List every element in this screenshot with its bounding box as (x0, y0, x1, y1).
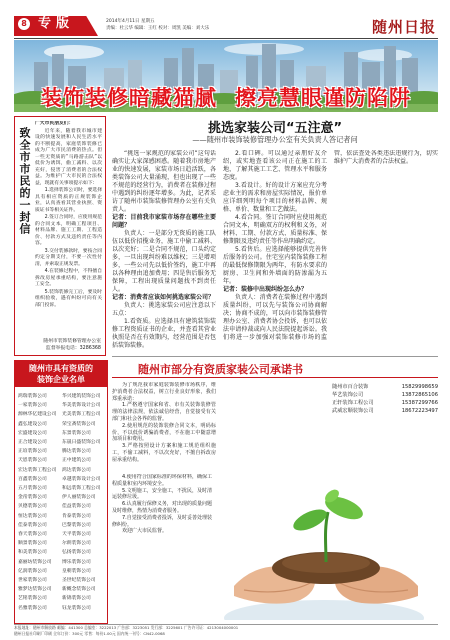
company-name: 天恩装饰公司 (18, 458, 47, 464)
issue-meta (106, 18, 316, 32)
company-name: 弘扬装饰公司 (62, 550, 91, 556)
company-name: 武威宏顺装饰公司 (332, 408, 374, 414)
company-name: 圣世纪装饰公司 (62, 578, 96, 584)
promise-paragraph: 1.严格遵守国家和省、市有关装饰装修管理的法律法规，依法诚信经营，自觉接受有关部门和社会各界的监督。 (112, 402, 216, 422)
company-name: 荣宝斋装饰公司 (62, 421, 96, 427)
company-name: 鸿瑞装饰公司 (18, 394, 47, 399)
company-name: 博乐装饰公司 (62, 559, 91, 565)
company-name: 金帝装饰公司 (18, 495, 47, 501)
company-name: 伊人丽装饰公司 (62, 495, 96, 501)
page-header (14, 14, 438, 39)
promise-title: 随州市部分有资质家装公司承诺书 (112, 362, 438, 378)
open-letter (14, 116, 106, 356)
article-paragraph: 记者：目前我市家装市场存在哪些主要问题？ (112, 214, 216, 229)
promise-company-row (332, 383, 438, 391)
company-name: 钰龙装饰公司 (62, 605, 91, 611)
company-name: 一家装饰公司 (18, 403, 47, 409)
company-list-heading-line1: 随州市具有资质的 (29, 364, 93, 373)
company-name: 华兴建筑装饰公司 (62, 394, 101, 399)
letter-paragraph: 5.装饰装修完工后，要及时组织验收，遇有纠纷可向有关部门投诉。 (35, 289, 102, 308)
hands-holding-seedling-image (214, 468, 438, 620)
company-name: 光美装饰工程公司 (62, 412, 101, 418)
page-number: 8 (18, 18, 30, 30)
banner-headline-part1: 装饰装修暗藏猫腻 (41, 86, 217, 110)
company-name: 和美装饰公司 (18, 550, 47, 556)
company-name: 皇朝装饰公司 (62, 568, 91, 574)
promise-paragraph: 为了规范我市家庭装饰装修市场秩序，维护消费者合法权益，树立行业良好形象，我们郑重承诺： (112, 382, 216, 402)
article-body (112, 150, 438, 354)
company-name: 腾达装饰公司 (62, 449, 91, 455)
company-name: 鸿达装饰公司 (62, 467, 91, 473)
company-name: 尔朗装饰公司 (62, 541, 91, 547)
company-list-heading-line2: 装饰企业名单 (37, 375, 85, 384)
company-phone: 15387299766 (401, 400, 438, 406)
article-paragraph: 记者：装修中出现纠纷怎么办？ (223, 286, 308, 293)
banner-headline (14, 82, 438, 112)
article-subtitle: ——随州市装饰装修管理办公室有关负责人答记者问 (192, 135, 358, 144)
article-paragraph: 2.看口碑。可以通过亲朋好友介绍，或实地查看该公司正在施工的工地，了解其施工工艺、管理水平和服务态度。 (223, 150, 327, 181)
company-name: 卓越装饰设计公司 (62, 476, 101, 482)
article-paragraph: 1.看资质。应选择具有建筑装饰装修工程资质证书的企业，并查看其营业执照是否在有效期内，经营范围是否包括装饰装修。 (112, 318, 216, 349)
promise-body (112, 382, 326, 468)
company-name: 贝德装饰公司 (18, 504, 47, 510)
company-name: 五月装饰公司 (18, 486, 47, 492)
company-column-1 (18, 392, 62, 618)
banner (14, 40, 438, 112)
letter-body (35, 121, 102, 327)
article-paragraph: 负责人：挑选家装公司应注意以下五点： (112, 302, 216, 317)
promise-paragraph: 欢迎广大市民监督。 (122, 528, 168, 535)
company-name: 和远装饰工程公司 (62, 486, 101, 492)
article-paragraph: “挑选一家规范的家装公司”这句话确实让大家深感困惑。随着我市房地产业的快速发展，家装市场日趋活跃，各类装饰公司大量涌现，但也出现了一些不规范的经营行为，消费者在装修过程中遇到的纠纷逐年增多。为此，记者采访了随州市装饰装修管理办公室有关负责人。 (112, 150, 216, 213)
letter-paragraph: 3.交付装修款时，要按合同约定分期支付，不要一次性付清，并索取正规发票。 (35, 248, 102, 267)
promise-company-row (332, 407, 438, 415)
letter-paragraph: 2.签订合同时，应使用规范的合同文本，明确工程项目、材料品牌、施工工期、工程造价、付款方式及违约责任等内容。 (35, 215, 102, 246)
company-column-2 (62, 392, 106, 618)
article-paragraph: 负责人：一是部分无资质的施工队伍以低价招揽业务，施工中偷工减料、以次充好；二是合同不规范，口头约定多，一旦出现纠纷难以维权；三是增项多，一些公司先以低价签约，施工中再以各种理由追加费用；四是售后服务无保障，工程出现质量问题找不到责任人。 (112, 230, 216, 293)
company-phone: 18672223497 (401, 408, 438, 414)
company-name: 佳益装饰公司 (62, 504, 91, 510)
company-name: 天平装饰公司 (62, 532, 91, 538)
divider (112, 356, 438, 357)
article-title: 挑选家装公司“五注意” (207, 121, 343, 136)
article-paragraph: 负责人：消费者在装修过程中遇到质量纠纷，可以先与装饰公司协商解决；协商不成的，可以向市装饰装修管理办公室、消费者协会投诉，也可以依法申请仲裁或向人民法院提起诉讼。我们将进一步加强对装饰装修市场的监管，依法查处各类违法违规行为，切实维护广大消费者的合法权益。 (223, 150, 438, 341)
promise-paragraph: 4.使用符合国家标准的环保材料，确保工程质量和室内环境安全。 (112, 474, 212, 487)
company-name: 恒达装饰公司 (18, 513, 47, 519)
promise-company-row (332, 399, 438, 407)
page-footer (14, 624, 438, 639)
company-name: 春天装饰公司 (18, 532, 47, 538)
promise-paragraph: 6.认真履行保修义务，对出现的质量问题及时维修，热情为消费者服务。 (112, 501, 212, 514)
promise-paragraph: 2.使用规范的装饰装修合同文本，明码标价，不以低价诱骗消费者，不在施工中随意增加项目和费用。 (112, 422, 216, 443)
company-name: 亿润装饰公司 (18, 568, 47, 574)
letter-paragraph: 1.选择装饰公司时，要选择具有相应资质的正规装饰企业，认真查看其营业执照、资质证书等相关证件。 (35, 188, 102, 213)
article-paragraph: 5.看售后。应选择能够提供完善售后服务的公司。住宅室内装饰装修工程的最低保修期限为两年，有防水要求的厨房、卫生间和外墙面的防渗漏为五年。 (223, 246, 327, 285)
company-name: 世家装饰公司 (18, 578, 47, 584)
company-name: 东晟日盛装饰公司 (62, 440, 101, 446)
letter-paragraph: 近年来，随着我市城市建设的快速发展和人民生活水平的不断提高，家庭装饰装修已成为广大市民消费的热点。但一些无资质的“马路游击队”以低价为诱饵，偷工减料、以次充好，侵害了消费者的合法权益。为维护广大市民的合法权益，现就有关事项提示如下： (35, 128, 102, 186)
company-name: 源林华亿建设公司 (18, 412, 57, 418)
article-paragraph: 记者：消费者应该如何挑选家装公司？ (112, 294, 215, 301)
footer-line-2: 随州日报社印刷厂印刷 全年订价：300元 零售：每份1.00元 国内统一刊号：CN42-0068 (14, 631, 165, 636)
promise-paragraph: 3.严格按照设计方案和施工规范组织施工，不偷工减料，不以次充好，不擅自拆改房屋承重结构。 (112, 443, 216, 463)
promise-paragraph: 7.自觉接受消费者投诉，及时妥善处理装修纠纷。 (112, 514, 212, 528)
company-list-heading (15, 361, 107, 387)
company-name: 正中建筑公司 (62, 458, 91, 464)
company-name: 雅梦达装饰公司 (18, 587, 52, 593)
article-paragraph: 4.看合同。签订合同时应使用规范合同文本，明确双方的权利和义务，对材料、工期、付款方式、质量标准、保修期限及违约责任等作出明确约定。 (223, 214, 327, 245)
company-name: 随州市百合装饰 (332, 384, 369, 390)
company-name: 顺景装饰公司 (18, 541, 47, 547)
company-name: 宏盛建设公司 (18, 430, 47, 436)
promise-paragraph: 5.文明施工，安全施工，不扰民，及时清运装修垃圾。 (112, 487, 212, 501)
article-paragraph: 3.看设计。好的设计方案应充分考虑业主的需求和房屋实际情况，报价单应详细列明每个项目的材料品牌、规格、单价、数量和工艺做法。 (223, 182, 327, 213)
company-name: 肯泰装饰公司 (62, 513, 91, 519)
company-name: 鑫弘建设公司 (18, 421, 47, 427)
company-name: 名雅装饰公司 (18, 605, 47, 611)
staff-credits: 责编：杜云华 编辑：王红 校对：周凯 美编：刘大乐 (106, 26, 210, 31)
company-phone: 15829998659 (401, 384, 438, 390)
footer-line-1: 本报地址：随州市解放路 邮编：441300 总编室：3222013 广告部：3223051 发行部：3225601 广告许可证：4213004000001 (14, 625, 239, 630)
company-name: 正合建设公司 (18, 440, 47, 446)
company-name: 嘉丽坊装饰公司 (18, 559, 52, 565)
company-name: 宏达装饰工程公司 (18, 467, 57, 473)
company-name: 艺铭装饰公司 (18, 596, 47, 602)
letter-hotline: 监督举报电话：3286368 (46, 345, 101, 351)
qualified-company-list (14, 360, 108, 624)
company-name: 新锦装饰公司 (62, 596, 91, 602)
letter-title: 致全市市民的一封信 (18, 127, 31, 235)
banner-headline-part2: 擦亮慧眼谨防陷阱 (235, 86, 411, 110)
promise-body-continued (112, 474, 212, 574)
company-name: 华美装饰设计公司 (62, 403, 101, 409)
section-label: 专版 (38, 16, 75, 31)
company-name: 正谊装饰公司 (18, 449, 47, 455)
company-name: 正轩装饰工程公司 (332, 400, 374, 406)
company-name: 佳泰装饰公司 (18, 522, 47, 528)
company-name: 巴黎装饰公司 (62, 522, 91, 528)
newspaper-logo: 随州日报 (371, 18, 436, 36)
promise-company-row (332, 391, 438, 399)
letter-signer: 随州市装饰装修管理办公室 (43, 339, 101, 344)
company-phone: 13872865106 (401, 392, 438, 398)
company-name: 华艺装饰公司 (332, 392, 364, 398)
letter-signoff (19, 339, 101, 352)
company-name: 东景装饰公司 (62, 430, 91, 436)
company-name: 百鑫装饰公司 (18, 476, 47, 482)
company-name: 新概念装饰公司 (62, 587, 96, 593)
issue-date: 2014年4月11日 星期五 (106, 19, 155, 24)
letter-paragraph: 4.在装修过程中，不得擅自拆改房屋承重结构，要注意施工安全。 (35, 269, 102, 287)
promise-company-list (332, 383, 438, 415)
letter-salutation: 广大市民朋友们： (35, 121, 74, 126)
